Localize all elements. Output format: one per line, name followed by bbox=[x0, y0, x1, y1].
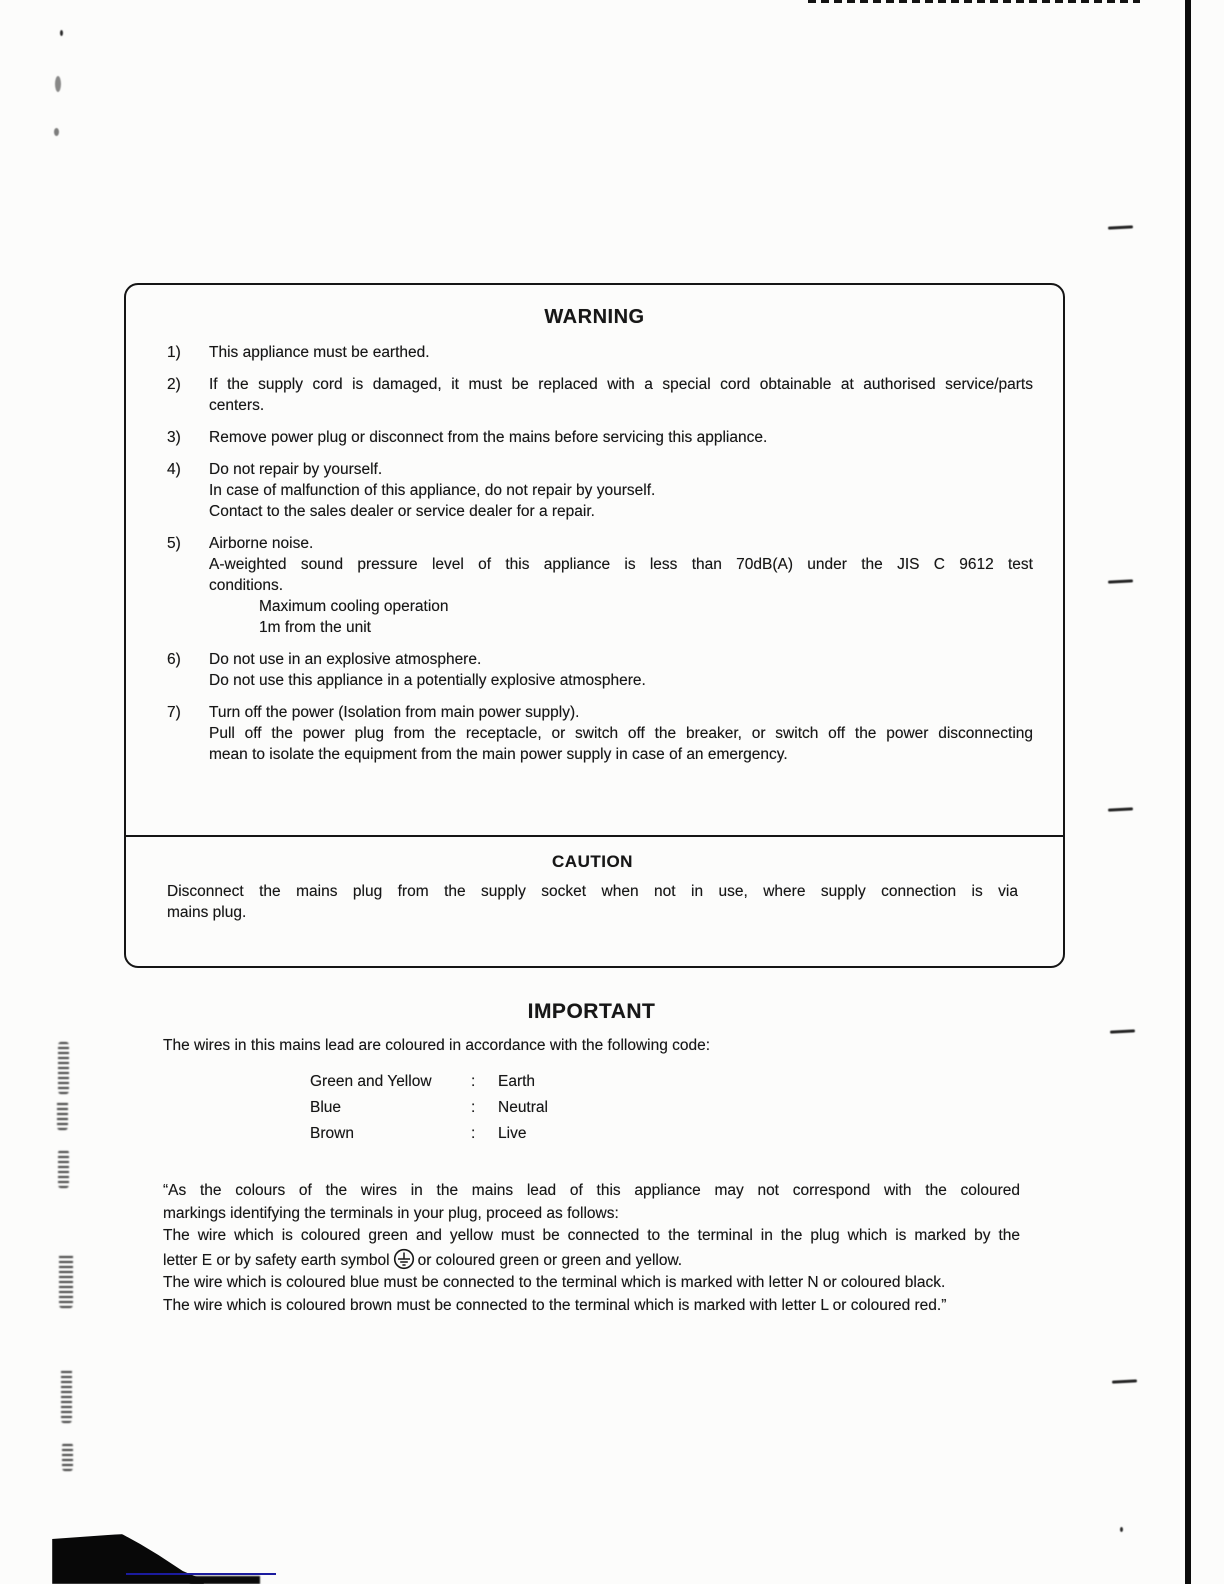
scan-artifact-margin-smudge bbox=[58, 1150, 69, 1188]
note-line: The wire which is coloured blue must be connected to the terminal which is marked with letter N or coloured black. bbox=[163, 1274, 946, 1291]
caution-text: Disconnect the mains plug from the supply socket when not in use, where supply connection is via bbox=[167, 883, 1018, 900]
item-text: Do not use this appliance in a potentially explosive atmosphere. bbox=[209, 672, 646, 689]
caution-text: mains plug. bbox=[167, 904, 247, 921]
wire-meaning: Neutral bbox=[498, 1099, 548, 1116]
item-number: 2) bbox=[167, 376, 181, 393]
item-number: 7) bbox=[167, 704, 181, 721]
scan-artifact-right-black-bar bbox=[1185, 0, 1191, 1584]
item-text: Maximum cooling operation bbox=[259, 598, 449, 615]
wire-colour: Blue bbox=[310, 1099, 342, 1116]
note-line: The wire which is coloured green and yellow must be connected to the terminal in the plug which is marked by the bbox=[163, 1227, 1020, 1244]
wire-colour: Green and Yellow bbox=[310, 1073, 432, 1090]
important-section bbox=[163, 1000, 1020, 1317]
scan-artifact-speck bbox=[54, 128, 59, 136]
scan-artifact-speck bbox=[60, 30, 63, 36]
item-text: If the supply cord is damaged, it must be replaced with a special cord obtainable at authorised service/parts bbox=[209, 376, 1033, 393]
item-text: centers. bbox=[209, 397, 265, 414]
item-text: Airborne noise. bbox=[209, 535, 314, 552]
separator: : bbox=[471, 1073, 476, 1090]
warning-section bbox=[126, 285, 1063, 765]
item-number: 4) bbox=[167, 461, 181, 478]
note-line-pre: letter E or by safety earth symbol bbox=[163, 1251, 390, 1269]
item-number: 1) bbox=[167, 344, 181, 361]
note-line: markings identifying the terminals in your plug, proceed as follows: bbox=[163, 1204, 619, 1222]
scan-artifact-margin-smudge bbox=[59, 1253, 73, 1308]
item-number: 5) bbox=[167, 535, 181, 552]
warning-item-1 bbox=[167, 342, 1033, 363]
separator: : bbox=[471, 1125, 476, 1142]
scan-artifact-margin-smudge bbox=[62, 1443, 73, 1471]
scan-artifact-margin-dash bbox=[1108, 579, 1133, 583]
item-text: Remove power plug or disconnect from the mains before servicing this appliance. bbox=[209, 429, 768, 446]
warning-item-5 bbox=[167, 533, 1033, 638]
important-title: IMPORTANT bbox=[527, 1000, 656, 1023]
wire-meaning: Live bbox=[498, 1125, 527, 1142]
scan-artifact-margin-dash bbox=[1110, 1029, 1135, 1033]
warning-caution-box bbox=[124, 283, 1065, 968]
wire-colour: Brown bbox=[310, 1125, 354, 1142]
scan-artifact-margin-smudge bbox=[61, 1368, 72, 1423]
item-text: mean to isolate the equipment from the main power supply in case of an emergency. bbox=[209, 746, 788, 763]
item-text: conditions. bbox=[209, 577, 284, 594]
scan-artifact-speck bbox=[1120, 1527, 1123, 1532]
item-text: Contact to the sales dealer or service dealer for a repair. bbox=[209, 503, 595, 520]
note-line-post: or coloured green or green and yellow. bbox=[417, 1251, 683, 1269]
caution-section bbox=[126, 837, 1063, 923]
item-text: In case of malfunction of this appliance, do not repair by yourself. bbox=[209, 482, 656, 499]
note-line: “As the colours of the wires in the mains lead of this appliance may not correspond with the coloured bbox=[163, 1182, 1020, 1199]
wire-meaning: Earth bbox=[498, 1073, 536, 1090]
caution-title: CAUTION bbox=[552, 852, 633, 871]
important-intro: The wires in this mains lead are coloured in accordance with the following code: bbox=[163, 1037, 711, 1054]
wiring-note-paragraph bbox=[163, 1180, 1020, 1317]
warning-title: WARNING bbox=[544, 306, 645, 328]
table-row bbox=[310, 1095, 1020, 1121]
note-line-with-symbol bbox=[163, 1248, 1020, 1273]
item-text: 1m from the unit bbox=[259, 619, 371, 636]
table-row bbox=[310, 1069, 1020, 1095]
item-text: Do not use in an explosive atmosphere. bbox=[209, 651, 482, 668]
item-text: A-weighted sound pressure level of this appliance is less than 70dB(A) under the JIS C 9612 test bbox=[209, 556, 1033, 573]
scan-artifact-margin-dash bbox=[1112, 1379, 1137, 1383]
warning-item-4 bbox=[167, 459, 1033, 522]
scan-artifact-margin-smudge bbox=[57, 1100, 68, 1130]
item-text: This appliance must be earthed. bbox=[209, 344, 430, 361]
scan-artifact-top-dashed-line bbox=[808, 0, 1140, 3]
warning-item-6 bbox=[167, 649, 1033, 691]
note-line: The wire which is coloured brown must be connected to the terminal which is marked with letter L or coloured red.” bbox=[163, 1296, 947, 1314]
scan-artifact-ink-blob-tail bbox=[190, 1576, 260, 1584]
table-row bbox=[310, 1121, 1020, 1147]
warning-item-3 bbox=[167, 427, 1033, 448]
scan-artifact-speck bbox=[55, 76, 61, 92]
item-text: Turn off the power (Isolation from main power supply). bbox=[209, 704, 580, 721]
item-text: Pull off the power plug from the receptacle, or switch off the breaker, or switch off the power disconnecting bbox=[209, 725, 1033, 742]
scan-artifact-margin-dash bbox=[1108, 225, 1133, 229]
warning-item-7 bbox=[167, 702, 1033, 765]
scan-artifact-blue-line bbox=[126, 1573, 276, 1575]
item-text: Do not repair by yourself. bbox=[209, 461, 383, 478]
wire-colour-code-table bbox=[310, 1069, 1020, 1147]
item-number: 3) bbox=[167, 429, 181, 446]
separator: : bbox=[471, 1099, 476, 1116]
scan-artifact-ink-blob bbox=[52, 1534, 204, 1584]
item-number: 6) bbox=[167, 651, 181, 668]
safety-earth-symbol-icon bbox=[393, 1248, 415, 1270]
scan-artifact-margin-dash bbox=[1108, 807, 1133, 811]
warning-item-2 bbox=[167, 374, 1033, 416]
scan-artifact-margin-smudge bbox=[58, 1042, 69, 1094]
